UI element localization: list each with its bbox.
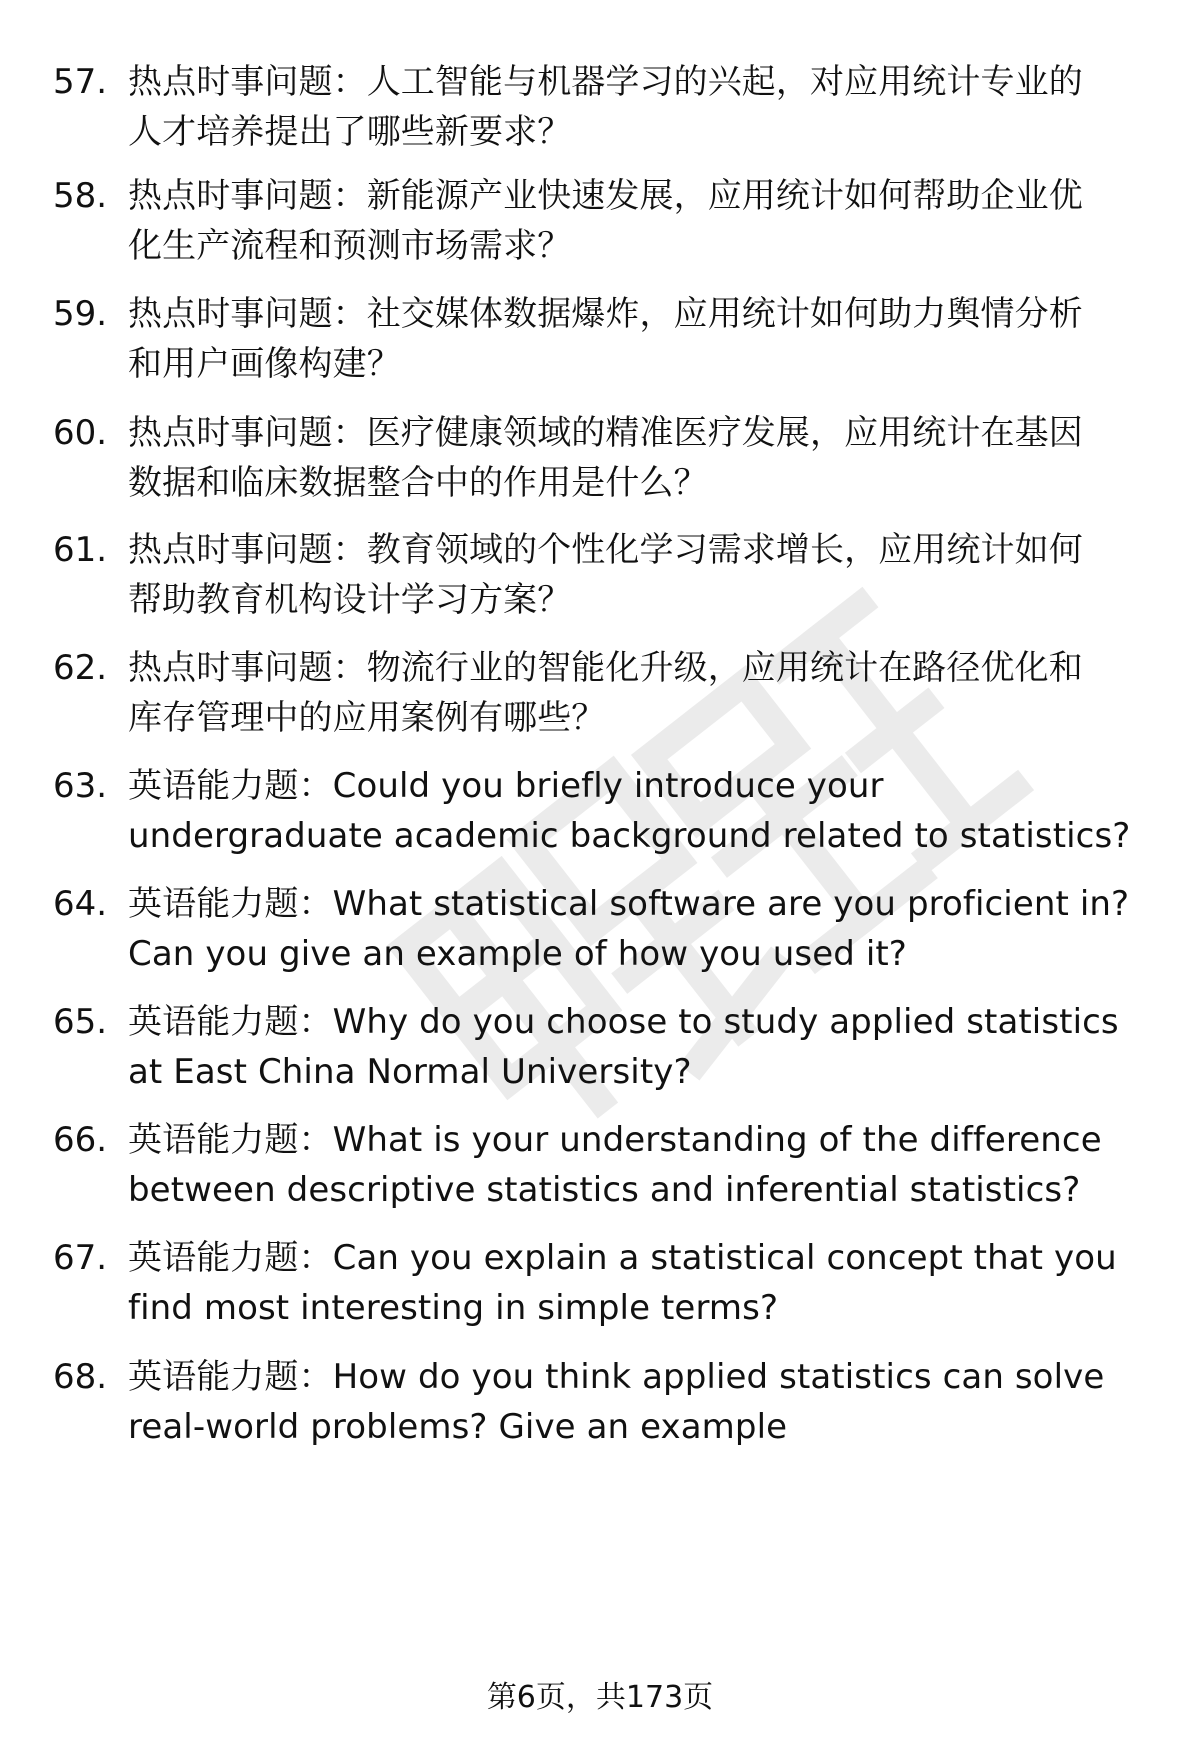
question-text-line: undergraduate academic background related to statistics?: [128, 816, 1131, 856]
question-text-line: 化生产流程和预测市场需求？: [128, 226, 572, 266]
question-number: 60.: [53, 413, 108, 453]
question-number: 64.: [53, 884, 108, 924]
question-text-line: 英语能力题：Could you briefly introduce your: [128, 766, 884, 806]
question-text-line: 热点时事问题：社交媒体数据爆炸，应用统计如何助力舆情分析: [128, 294, 1083, 334]
question-number: 57.: [53, 62, 108, 102]
question-number: 65.: [53, 1002, 108, 1042]
question-number: 67.: [53, 1238, 108, 1278]
question-text-line: 和用户画像构建？: [128, 344, 401, 384]
question-number: 62.: [53, 648, 108, 688]
question-text-line: 热点时事问题：医疗健康领域的精准医疗发展，应用统计在基因: [128, 413, 1083, 453]
question-text-line: 人才培养提出了哪些新要求？: [128, 112, 572, 152]
question-number: 61.: [53, 530, 108, 570]
question-text-line: at East China Normal University?: [128, 1052, 692, 1092]
question-text-line: 热点时事问题：人工智能与机器学习的兴起，对应用统计专业的: [128, 62, 1083, 102]
question-number: 63.: [53, 766, 108, 806]
question-text-line: 热点时事问题：教育领域的个性化学习需求增长，应用统计如何: [128, 530, 1083, 570]
question-text-line: 英语能力题：How do you think applied statistics can solve: [128, 1357, 1105, 1397]
page-number-footer: 第6页，共173页: [486, 1680, 714, 1715]
question-text-line: 热点时事问题：新能源产业快速发展，应用统计如何帮助企业优: [128, 176, 1083, 216]
question-text-line: find most interesting in simple terms?: [128, 1288, 779, 1328]
question-number: 68.: [53, 1357, 108, 1397]
question-text-line: 热点时事问题：物流行业的智能化升级，应用统计在路径优化和: [128, 648, 1083, 688]
question-text-line: 英语能力题：Can you explain a statistical concept that you: [128, 1238, 1117, 1278]
question-text-line: 英语能力题：Why do you choose to study applied statistics: [128, 1002, 1119, 1042]
question-number: 66.: [53, 1120, 108, 1160]
question-text-line: real-world problems? Give an example: [128, 1407, 788, 1447]
question-number: 58.: [53, 176, 108, 216]
question-text-line: 英语能力题：What is your understanding of the difference: [128, 1120, 1102, 1160]
question-text-line: Can you give an example of how you used it?: [128, 934, 907, 974]
question-text-line: 库存管理中的应用案例有哪些？: [128, 698, 606, 738]
question-text-line: 英语能力题：What statistical software are you proficient in?: [128, 884, 1130, 924]
question-text-line: 数据和临床数据整合中的作用是什么？: [128, 463, 708, 503]
question-number: 59.: [53, 294, 108, 334]
question-text-line: between descriptive statistics and inferential statistics?: [128, 1170, 1081, 1210]
question-text-line: 帮助教育机构设计学习方案？: [128, 580, 572, 620]
